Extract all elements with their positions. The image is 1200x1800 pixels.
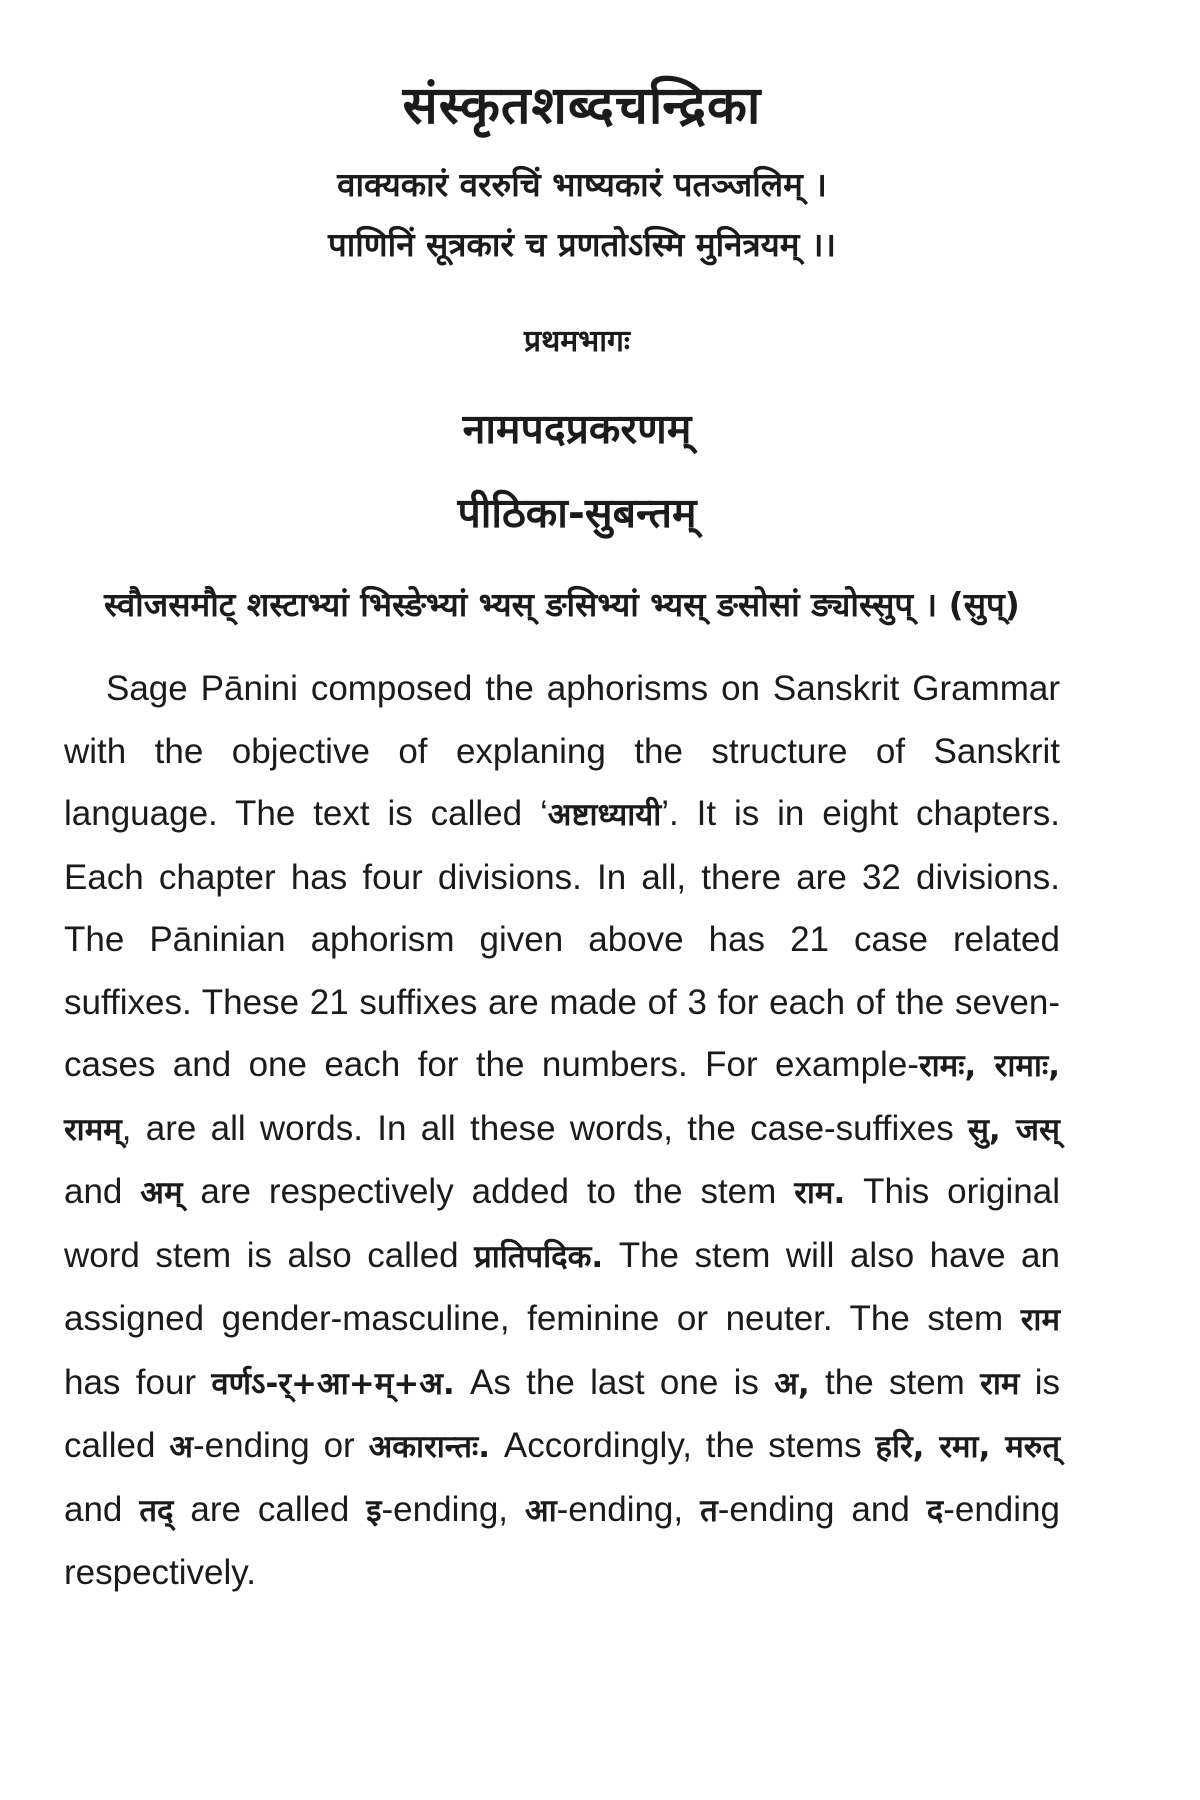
sanskrit-term: रामः, रामाः, रामम् [64, 1048, 1060, 1148]
text-run: -ending or [192, 1426, 369, 1465]
sanskrit-term: आ [524, 1492, 557, 1529]
text-run: Accordingly, the stems [490, 1426, 876, 1465]
sanskrit-term: अष्टाध्यायी [547, 797, 662, 833]
body-paragraph [64, 658, 1060, 1605]
sanskrit-term: त [700, 1492, 718, 1529]
text-run: the stem [809, 1362, 981, 1402]
text-run: , are all words. In all these words, the case-suffixes [121, 1108, 968, 1148]
sanskrit-term: इ [366, 1492, 382, 1529]
text-run: -ending, [556, 1489, 701, 1529]
section-title: नामपदप्रकरणम् [462, 405, 692, 453]
text-run: As the last one is [454, 1362, 775, 1402]
text-run: and [64, 1172, 141, 1211]
text-run: -ending and [717, 1489, 927, 1529]
sanskrit-term: हरि, रमा, मरुत् [875, 1429, 1061, 1465]
sanskrit-term: अकारान्तः. [368, 1429, 491, 1465]
verse-line-1: वाक्यकारं वररुचिं भाष्यकारं पतञ्जलिम् । [337, 165, 827, 204]
text-run: -ending respectively. [64, 1489, 1060, 1592]
part-title: प्रथमभागः [524, 324, 630, 359]
book-title: संस्कृतशब्दचन्द्रिका [402, 76, 762, 136]
sanskrit-term: तद् [139, 1492, 174, 1529]
text-run: is called [64, 1362, 1061, 1465]
sanskrit-term: वर्णऽ-र्+आ+म्+अ. [211, 1365, 455, 1402]
text-run: The stem will also have an assigned gender-masculine, feminine or neuter. The stem [64, 1235, 1060, 1338]
sanskrit-term: राम. [794, 1175, 846, 1211]
text-run: are called [173, 1489, 367, 1529]
invocation-verse [64, 155, 1060, 275]
text-run: ’. It is in eight chapters. Each chapter has four divisions. In all, there are 32 divisions. The Pāninian aphorism given above has 21 case related suffixes. These 21 suffixes are made of 3 for each of the seven-cases and one each for the numbers. For example- [64, 794, 1061, 1084]
verse-line-2: पाणिनिं सूत्रकारं च प्रणतोऽस्मि मुनित्रयम् ।। [327, 225, 837, 264]
sanskrit-term: राम [980, 1365, 1020, 1402]
text-run: Sage Pānini composed the aphorisms on Sanskrit Grammar with the objective of explaning the structure of Sanskrit language. The text is called ‘ [64, 669, 1060, 833]
sanskrit-term: अ, [774, 1365, 810, 1402]
text-run: and [64, 1489, 140, 1529]
sanskrit-term: प्रातिपदिक. [474, 1238, 604, 1275]
sanskrit-term: द [926, 1492, 944, 1529]
text-run: are respectively added to the stem [182, 1172, 795, 1211]
sanskrit-term: राम [1020, 1302, 1060, 1338]
sutra-text: स्वौजसमौट् शस्टाभ्यां भिस्ङेभ्यां भ्यस् ङसिभ्यां भ्यस् ङसोसां ङ्योस्सुप् । (सुप्) [104, 585, 1020, 624]
text-run: This original word stem is also called [64, 1172, 1060, 1275]
sanskrit-term: अ [169, 1429, 193, 1465]
subsection-title: पीठिका-सुबन्तम् [457, 489, 697, 537]
sanskrit-term: अम् [140, 1175, 183, 1211]
text-run: -ending, [381, 1489, 525, 1529]
text-run: has four [64, 1362, 212, 1402]
sanskrit-term: सु, जस् [967, 1111, 1060, 1148]
